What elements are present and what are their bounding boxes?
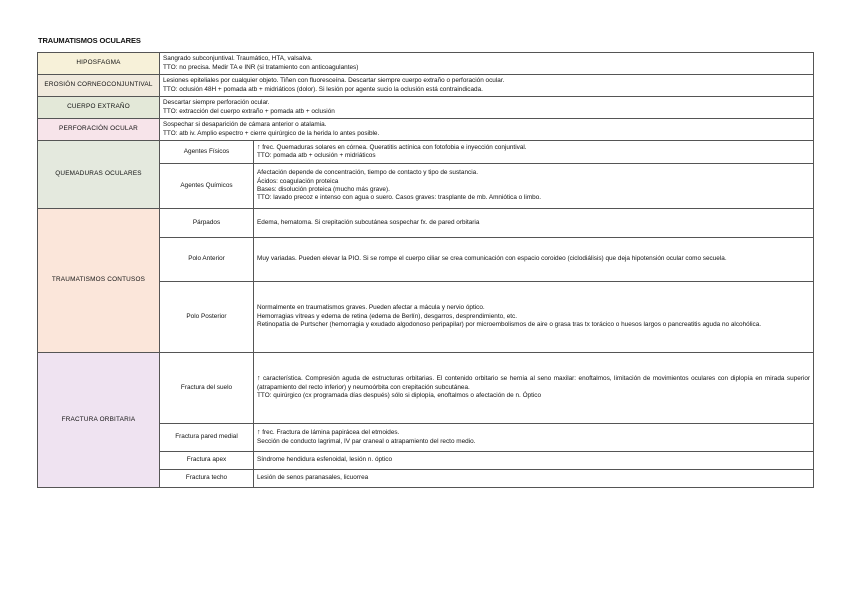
text-line: Sangrado subconjuntival. Traumático, HTA, valsalva. <box>163 55 313 63</box>
fractura-apex-content: Síndrome hendidura esfenoidal, lesión n. óptico <box>254 452 814 470</box>
category-hiposfagma: HIPOSFAGMA <box>38 53 160 75</box>
text-fragment: característica. Compresión aguda de estructuras orbitarias. El contenido orbitario se hernia al seno maxilar: enoftalmos, limitación de movimientos oculares con diplopía en mirada superior (atrapamiento del recto inferior) y neumoórbita con crepitación subcutánea. <box>257 375 811 391</box>
fractura-pared-medial-content <box>254 424 814 452</box>
sub-polo-anterior: Polo Anterior <box>160 238 254 282</box>
sub-fractura-apex: Fractura apex <box>160 452 254 470</box>
row-cuerpo-extrano <box>38 97 814 119</box>
row-contusos-parpados <box>38 209 814 238</box>
category-perforacion: PERFORACIÓN OCULAR <box>38 119 160 141</box>
category-fractura: FRACTURA ORBITARIA <box>38 353 160 488</box>
text-line: TTO: atb iv. Amplio espectro + cierre quirúrgico de la herida lo antes posible. <box>163 129 380 137</box>
sub-agentes-fisicos: Agentes Físicos <box>160 141 254 164</box>
sub-fractura-suelo: Fractura del suelo <box>160 353 254 424</box>
arrow-up-icon: ↑ <box>257 429 261 437</box>
sub-fractura-pared-medial: Fractura pared medial <box>160 424 254 452</box>
text-line: Ácidos: coagulación proteica <box>257 177 339 185</box>
text-line: Sospechar si desaparición de cámara anterior o atalamia. <box>163 121 327 129</box>
category-quemaduras: QUEMADURAS OCULARES <box>38 141 160 209</box>
row-fractura-suelo <box>38 353 814 424</box>
text-line <box>257 144 810 152</box>
arrow-up-icon: ↑ <box>257 143 261 151</box>
arrow-up-icon: ↑ <box>257 375 261 383</box>
text-line: Afectación depende de concentración, tiempo de contacto y tipo de sustancia. <box>257 169 478 177</box>
row-perforacion <box>38 119 814 141</box>
sub-fractura-techo: Fractura techo <box>160 470 254 488</box>
text-line: Bases: disolución proteica (mucho más grave). <box>257 186 390 193</box>
row-erosion <box>38 75 814 97</box>
text-line: TTO: pomada atb + oclusión + midriáticos <box>257 152 376 159</box>
agentes-quimicos-content <box>254 164 814 209</box>
text-line: TTO: extracción del cuerpo extraño + pomada atb + oclusión <box>163 107 335 115</box>
fractura-techo-content: Lesión de senos paranasales, licuorrea <box>254 470 814 488</box>
category-contusos: TRAUMATISMOS CONTUSOS <box>38 209 160 353</box>
text-line: TTO: quirúrgico (cx programada días después) sólo si diplopía, enoftalmos o afectación de n. Óptico <box>257 392 542 400</box>
row-quemaduras-fisicos <box>38 141 814 164</box>
polo-anterior-content: Muy variadas. Pueden elevar la PIO. Si se rompe el cuerpo ciliar se crea comunicación con espacio coroideo (ciclodiálisis) que deja hipotensión ocular como secuela. <box>254 238 814 282</box>
erosion-content <box>160 75 814 97</box>
cuerpo-extrano-content <box>160 97 814 119</box>
text-fragment: frec. Fractura de lámina papirácea del etmoides. <box>260 429 400 437</box>
trauma-table <box>37 52 814 488</box>
text-line: Sección de conducto lagrimal, IV par craneal o atrapamiento del recto medio. <box>257 437 476 445</box>
text-line: Lesiones epiteliales por cualquier objeto. Tiñen con fluoresceína. Descartar siempre cuerpo extraño o perforación ocular. <box>163 77 505 85</box>
text-line: TTO: no precisa. Medir TA e INR (si tratamiento con anticoagulantes) <box>163 63 359 71</box>
sub-agentes-quimicos: Agentes Químicos <box>160 164 254 209</box>
perforacion-content <box>160 119 814 141</box>
polo-posterior-content <box>254 282 814 353</box>
agentes-fisicos-content <box>254 141 814 164</box>
text-fragment: frec. Quemaduras solares en córnea. Queratitis actínica con fotofobia e inyección conjuntival. <box>260 143 527 151</box>
row-hiposfagma <box>38 53 814 75</box>
page-title: TRAUMATISMOS OCULARES <box>38 36 141 45</box>
sub-polo-posterior: Polo Posterior <box>160 282 254 353</box>
fractura-suelo-content <box>254 353 814 424</box>
text-line: Descartar siempre perforación ocular. <box>163 99 270 107</box>
category-cuerpo-extrano: CUERPO EXTRAÑO <box>38 97 160 119</box>
text-line: TTO: lavado precoz e intenso con agua o suero. Casos graves: trasplante de mb. Amniótica o limbo. <box>257 194 542 202</box>
hiposfagma-content <box>160 53 814 75</box>
text-line: Hemorragias vítreas y edema de retina (edema de Berlín), desgarros, desprendimiento, etc. <box>257 312 518 320</box>
sub-parpados: Párpados <box>160 209 254 238</box>
text-line: Retinopatía de Purtscher (hemorragia y exudado algodonoso peripapilar) por microembolismos de aire o grasa tras tx torácico o huesos largos o pancreatitis aguda no alcohólica. <box>257 321 762 329</box>
text-line: TTO: oclusión 48H + pomada atb + midriáticos (dolor). Si lesión por agente sucio la oclusión está contraindicada. <box>163 85 483 93</box>
text-line <box>257 429 810 437</box>
text-line: Normalmente en traumatismos graves. Pueden afectar a mácula y nervio óptico. <box>257 304 485 312</box>
category-erosion: EROSIÓN CORNEOCONJUNTIVAL <box>38 75 160 97</box>
text-line <box>257 375 810 392</box>
parpados-content: Edema, hematoma. Si crepitación subcutánea sospechar fx. de pared orbitaria <box>254 209 814 238</box>
